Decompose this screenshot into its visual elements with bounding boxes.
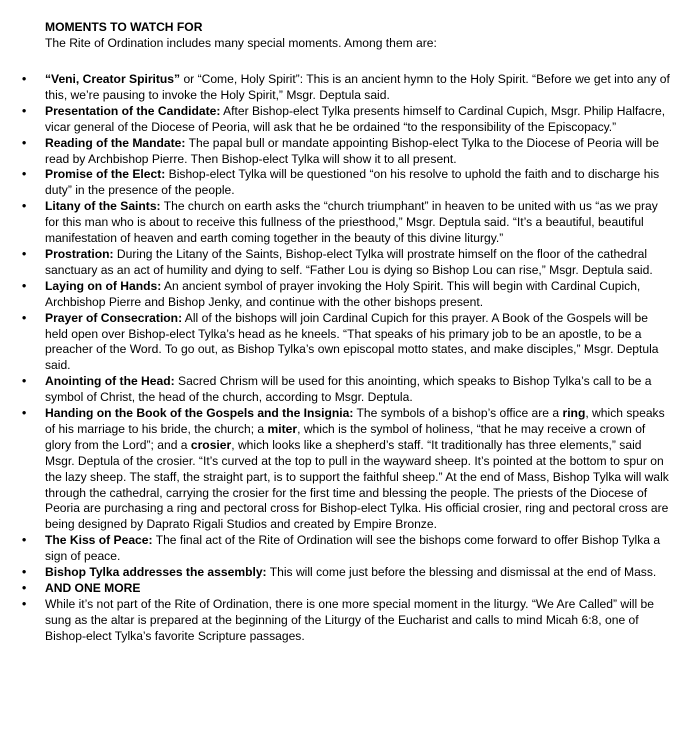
item-term: Litany of the Saints: — [45, 199, 161, 214]
bullet-icon: • — [22, 565, 27, 580]
list-item-closing — [0, 597, 681, 645]
item-text: Sacred Chrism will be used for this anointing, which speaks to Bishop Tylka’s call to be a symbol of Christ, the head of the church, according to Msgr. Deptula. — [45, 374, 652, 405]
item-text: All of the bishops will join Cardinal Cupich for this prayer. A Book of the Gospels will be held open over Bishop-elect Tylka’s head as he kneels. “That speaks of his primary job to be an apostle, to be a preacher of the Word. To go out, as Bishop Tylka’s own episcopal motto states, and make disciples,” Msgr. Deptula said. — [45, 310, 659, 373]
item-text: After Bishop-elect Tylka presents himself to Cardinal Cupich, Msgr. Philip Halfacre, vicar general of the Diocese of Peoria, will ask that he be ordained “to the responsibility of the Episcopacy.” — [45, 103, 666, 134]
ring-term: ring — [562, 406, 586, 421]
bullet-icon: • — [22, 533, 27, 548]
item-text: The symbols of a bishop’s office are a — [353, 406, 563, 421]
bullet-icon: • — [22, 310, 27, 325]
list-item — [0, 533, 681, 565]
list-item — [0, 136, 681, 168]
bullet-icon: • — [22, 135, 27, 150]
item-text: The church on earth asks the “church triumphant” in heaven to be united with us “as we pray for this man who is about to receive this fullness of the priesthood,” Msgr. Deptula said. “It’s a beautiful, beautiful manifestation of heaven and earth coming together in the beauty of this divine liturgy.” — [45, 199, 658, 246]
bullet-icon: • — [22, 278, 27, 293]
item-term: Handing on the Book of the Gospels and the Insignia: — [45, 406, 354, 421]
bullet-icon: • — [22, 406, 27, 421]
list-item-one-more — [0, 581, 681, 597]
bullet-icon: • — [22, 167, 27, 182]
list-item — [0, 72, 681, 104]
list-item — [0, 311, 681, 375]
item-term: Reading of the Mandate: — [45, 135, 186, 150]
list-item — [0, 104, 681, 136]
item-text: An ancient symbol of prayer invoking the Holy Spirit. This will begin with Cardinal Cupich, Archbishop Pierre and Bishop Jenky, and continue with the other bishops present. — [45, 278, 641, 309]
bullet-icon: • — [22, 103, 27, 118]
bullet-icon: • — [22, 596, 27, 611]
item-term: Laying on of Hands: — [45, 278, 162, 293]
item-term: Prostration: — [45, 246, 114, 261]
closing-text: While it’s not part of the Rite of Ordination, there is one more special moment in the liturgy. “We Are Called” will be sung as the altar is prepared at the beginning of the Liturgy of the Eucharist and calls to mind Micah 6:8, one of Bishop-elect Tylka’s favorite Scripture passages. — [45, 596, 654, 643]
list-item — [0, 167, 681, 199]
list-item — [0, 374, 681, 406]
item-text: The papal bull or mandate appointing Bishop-elect Tylka to the Diocese of Peoria will be read by Archbishop Pierre. Then Bishop-elect Tylka will show it to all present. — [45, 135, 659, 166]
item-term: The Kiss of Peace: — [45, 533, 153, 548]
bullet-icon: • — [22, 199, 27, 214]
list-item — [0, 565, 681, 581]
item-term: Presentation of the Candidate: — [45, 103, 221, 118]
item-text: , which speaks of his marriage to his bride, the church; a — [45, 406, 665, 436]
bullet-icon: • — [22, 374, 27, 389]
item-text: , which looks like a shepherd’s staff. “It traditionally has three elements,” said Msgr. Deptula of the crosier. “It’s curved at the top to pull in the wayward sheep. It’s pointed at the bottom to spur on the lazy sheep. The staff, the straight part, is to support the faithful sheep.” At the end of Mass, Bishop Tylka will walk through the cathedral, carrying the crosier for the first time and blessing the people. The priests of the Diocese of Peoria are purchasing a ring and pectoral cross for Bishop-elect Tylka. His official crosier, ring and pectoral cross are being designed by Daprato Rigali Studios and created by Empire Bronze. — [45, 437, 669, 532]
item-text: , which is the symbol of holiness, “that he may receive a crown of glory from the Lord”; and a — [45, 421, 646, 452]
list-item — [0, 247, 681, 279]
bullet-icon: • — [22, 581, 27, 595]
item-term: Bishop Tylka addresses the assembly: — [45, 565, 267, 580]
miter-term: miter — [267, 421, 298, 436]
list-item-insignia — [0, 406, 681, 533]
list-item — [0, 279, 681, 311]
item-text: or “Come, Holy Spirit”: This is an ancient hymn to the Holy Spirit. “Before we get into any of this, we’re pausing to invoke the Holy Spirit,” Msgr. Deptula said. — [45, 72, 670, 102]
list-item — [0, 199, 681, 247]
intro-paragraph: The Rite of Ordination includes many special moments. Among them are: — [45, 36, 437, 50]
item-term: Promise of the Elect: — [45, 167, 166, 182]
item-term: Anointing of the Head: — [45, 374, 175, 389]
item-text: The final act of the Rite of Ordination will see the bishops come forward to offer Bishop Tylka a sign of peace. — [45, 533, 661, 564]
bullet-icon: • — [22, 246, 27, 261]
one-more-label: AND ONE MORE — [45, 581, 141, 595]
section-heading: MOMENTS TO WATCH FOR — [45, 20, 203, 34]
crosier-term: crosier — [190, 437, 232, 452]
item-text: Bishop-elect Tylka will be questioned “on his resolve to uphold the faith and to discharge his duty” in the presence of the people. — [45, 167, 660, 198]
item-term: “Veni, Creator Spiritus” — [45, 72, 181, 86]
bullet-icon: • — [22, 72, 27, 86]
moments-list — [0, 72, 681, 645]
item-text: This will come just before the blessing and dismissal at the end of Mass. — [266, 565, 657, 580]
item-text: During the Litany of the Saints, Bishop-elect Tylka will prostrate himself on the floor of the cathedral sanctuary as an act of humility and dying to self. “Father Lou is dying so Bishop Lou can rise,” Msgr. Deptula said. — [45, 246, 653, 277]
item-term: Prayer of Consecration: — [45, 310, 183, 325]
